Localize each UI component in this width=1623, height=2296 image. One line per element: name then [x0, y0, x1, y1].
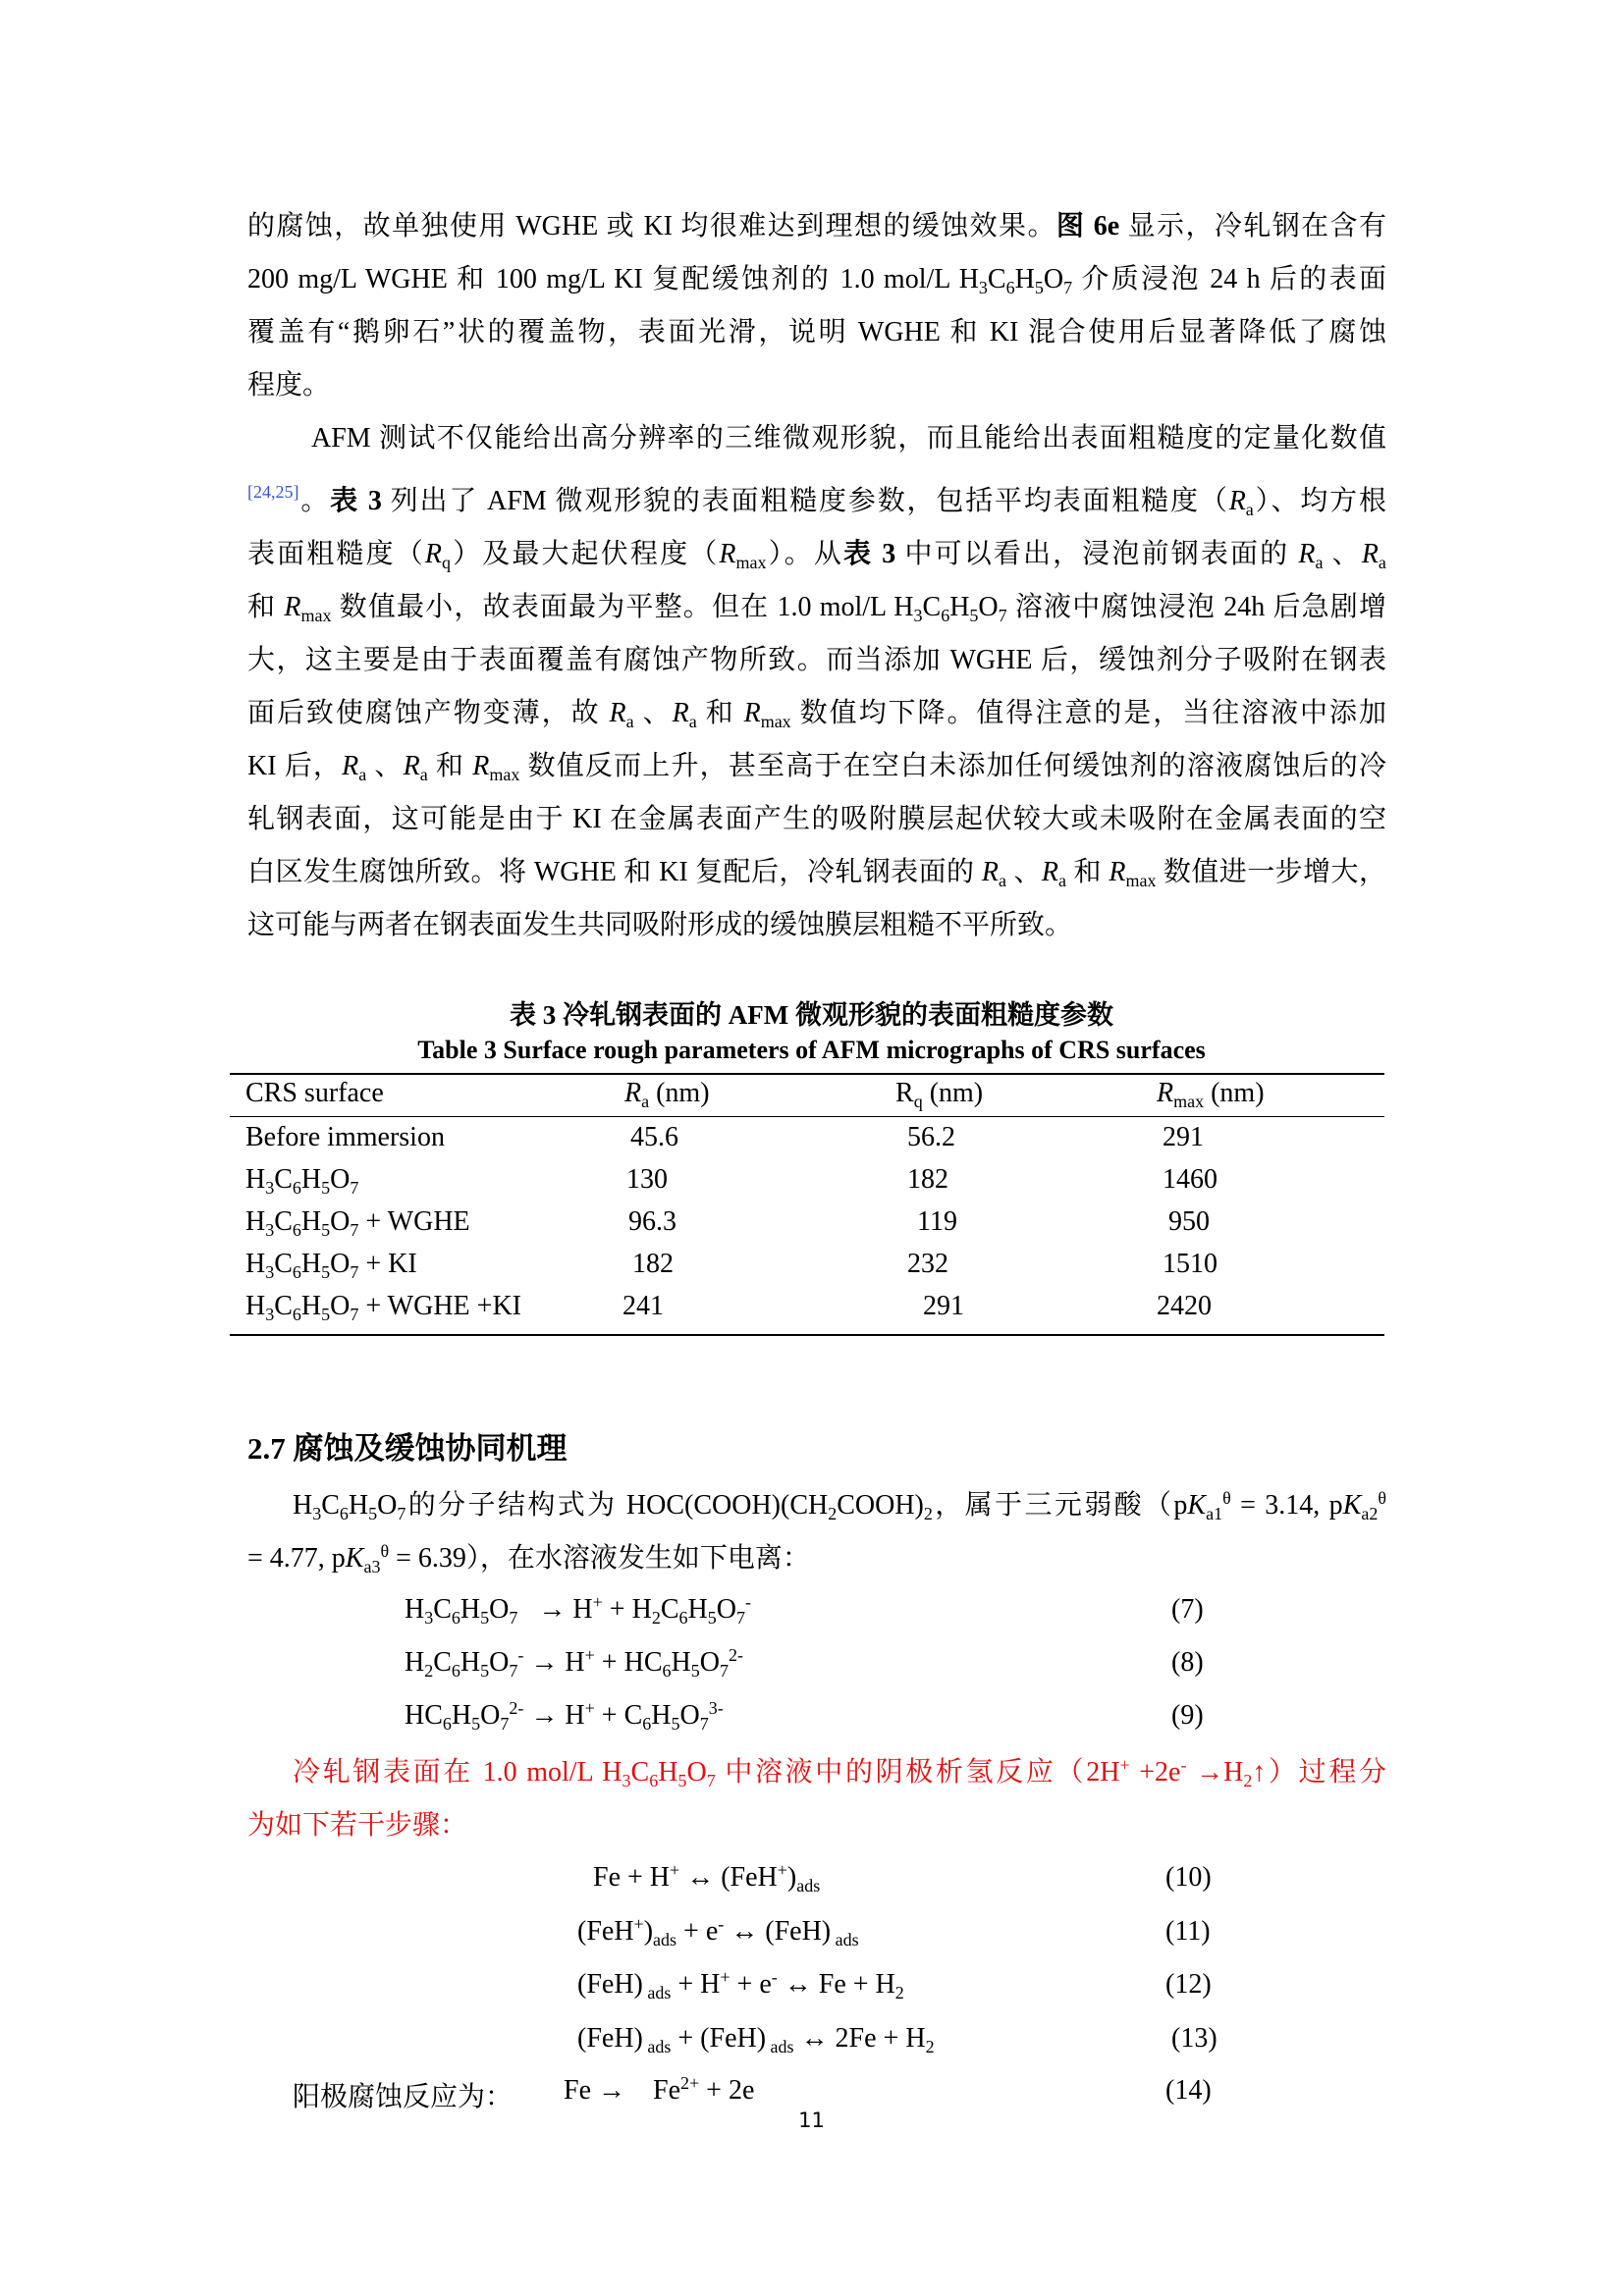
equation-14: Fe → $Fe^{2+} + 2e$	[564, 2073, 755, 2106]
table-cell-rmax: 950	[1168, 1206, 1210, 1237]
paragraph-line: 表面粗糙度$(R_q)$及最大起伏程度$(R_{max})$。从表 3 中可以看出，浸泡前钢表面的 $R_a$ 、$R_a$	[247, 539, 1386, 572]
paragraph-line: 和 $R_{max}$ 数值最小，故表面最为平整。但在 1.0 mol/L $H_3C_6H_5O_7$ 溶液中腐蚀浸泡 24h 后急剧增	[247, 592, 1386, 625]
table-caption-cn: 表 3 冷轧钢表面的 AFM 微观形貌的表面粗糙度参数	[510, 1000, 1113, 1030]
paragraph-line: 程度。	[247, 370, 331, 400]
paragraph-line: 覆盖有“鹅卵石”状的覆盖物，表面光滑，说明 WGHE 和 KI 混合使用后显著降低了腐蚀	[247, 317, 1386, 347]
table-cell-ra: 241	[622, 1291, 664, 1321]
cathodic-paragraph	[247, 1746, 1386, 1852]
table-row-label: $H_3C_6H_5O_7$ + KI	[245, 1249, 417, 1282]
section-heading: 2.7 腐蚀及缓蚀协同机理	[247, 1431, 568, 1466]
equation-8: $H_2C_6H_5O_7^- \to H^+ + HC_6H_5O_7^{2-}$	[405, 1645, 743, 1681]
paragraph-line: 白区发生腐蚀所致。将 WGHE 和 KI 复配后，冷轧钢表面的 $R_a$ 、$R_a$ 和 $R_{max}$ 数值进一步增大，	[247, 857, 1386, 890]
paragraph-line: [24,25]。表 3 列出了 AFM 微观形貌的表面粗糙度参数，包括平均表面粗糙度$(R_a)$、均方根	[247, 482, 1386, 519]
table-caption-en: Table 3 Surface rough parameters of AFM micrographs of CRS surfaces	[417, 1036, 1206, 1064]
paragraph-line: = 4.77, $pK_{a3}^\theta = 6.39$），在水溶液发生如下电离：	[247, 1541, 810, 1576]
table-row-label: Before immersion	[245, 1122, 445, 1152]
equation-number: (10)	[1165, 1862, 1212, 1893]
paragraph-line: 面后致使腐蚀产物变薄，故 $R_a$ 、$R_a$ 和 $R_{max}$ 数值均下降。值得注意的是，当往溶液中添加	[247, 698, 1386, 731]
equation-number: (13)	[1171, 2023, 1217, 2054]
equation-10: Fe + H+ ↔ $(FeH^+)_{ads}$	[593, 1860, 821, 1896]
equation-11: $(FeH^+)_{ads} + e^-$ ↔ (FeH) $_{ads}$	[577, 1914, 859, 1949]
paragraph-line: $H_3C_6H_5O_7$的分子结构式为 $HOC(COOH)(CH_2COOH)_2$，属于三元弱酸（$pK_{a1}^\theta = 3.14$, $pK_{a2}^\theta$	[293, 1488, 1386, 1523]
table-cell-ra: 182	[632, 1249, 674, 1279]
paragraph-line: KI 后，$R_a$ 、$R_a$ 和 $R_{max}$ 数值反而上升，甚至高于在空白未添加任何缓蚀剂的溶液腐蚀后的冷	[247, 751, 1386, 784]
table-cell-ra: 130	[626, 1164, 668, 1195]
header-rq: $R_q$ (nm)	[895, 1078, 984, 1111]
equation-12: (FeH) $_{ads}$ + H+ + e- ↔ $Fe + H_2$	[577, 1967, 904, 2002]
header-crs-surface: CRS surface	[245, 1078, 384, 1108]
paragraph-line: 轧钢表面，这可能是由于 KI 在金属表面产生的吸附膜层起伏较大或未吸附在金属表面的空	[247, 804, 1386, 834]
header-ra: $R_a$ (nm)	[624, 1078, 710, 1111]
section-paragraph	[247, 1479, 1386, 1585]
table-row-label: $H_3C_6H_5O_7$ + WGHE +KI	[245, 1291, 521, 1324]
equation-number: (12)	[1165, 1969, 1212, 2000]
table-row-label: $H_3C_6H_5O_7$ + WGHE	[245, 1206, 470, 1240]
paragraph-line: AFM 测试不仅能给出高分辨率的三维微观形貌，而且能给出表面粗糙度的定量化数值	[311, 423, 1386, 454]
paragraph-line: 冷轧钢表面在 1.0 mol/L $H_3C_6H_5O_7$ 中溶液中的阴极析氢反应$(2H^+ +2e^- \to H_2↑)$过程分	[293, 1755, 1386, 1790]
page-number: 11	[798, 2109, 825, 2132]
paragraph-line: 大，这主要是由于表面覆盖有腐蚀产物所致。而当添加 WGHE 后，缓蚀剂分子吸附在钢表	[247, 645, 1386, 675]
equation-number: (9)	[1171, 1700, 1204, 1731]
table-header-rule	[230, 1116, 1384, 1117]
table-cell-rmax: 1510	[1163, 1249, 1217, 1279]
paragraph-line: 200 mg/L WGHE 和 100 mg/L KI 复配缓蚀剂的 1.0 mol/L $H_3C_6H_5O_7$ 介质浸泡 24 h 后的表面	[247, 264, 1386, 297]
paragraph-2	[247, 412, 1386, 952]
equation-7: $H_3C_6H_5O_7 \to H^+ + H_2C_6H_5O_7^-$	[405, 1592, 751, 1628]
table-cell-ra: 45.6	[630, 1122, 678, 1152]
equation-number: (7)	[1171, 1594, 1204, 1625]
table-cell-ra: 96.3	[628, 1206, 676, 1237]
anodic-label: 阳极腐蚀反应为：	[293, 2082, 514, 2112]
table-cell-rmax: 291	[1163, 1122, 1204, 1152]
table-cell-rq: 232	[907, 1249, 948, 1279]
header-rmax: $R_{max}$ (nm)	[1157, 1078, 1265, 1111]
equation-13: (FeH) $_{ads}$ + (FeH) $_{ads}$ ↔ $2Fe + H_2$	[577, 2023, 935, 2056]
table-bottom-rule	[230, 1334, 1384, 1336]
equation-9: $HC_6H_5O_7^{2-} \to H^+ + C_6H_5O_7^{3-}$	[405, 1698, 724, 1734]
equation-number: (11)	[1165, 1916, 1211, 1947]
paragraph-line: 的腐蚀，故单独使用 WGHE 或 KI 均很难达到理想的缓蚀效果。图 6e 显示，冷轧钢在含有	[247, 211, 1386, 241]
table-cell-rq: 182	[907, 1164, 948, 1195]
table-cell-rmax: 2420	[1157, 1291, 1212, 1321]
paragraph-1	[247, 200, 1386, 412]
table-top-rule	[230, 1073, 1384, 1075]
equation-number: (14)	[1165, 2075, 1212, 2106]
table-cell-rq: 291	[923, 1291, 964, 1321]
table-cell-rmax: 1460	[1163, 1164, 1217, 1195]
paragraph-line: 这可能与两者在钢表面发生共同吸附形成的缓蚀膜层粗糙不平所致。	[247, 910, 1073, 940]
table-cell-rq: 56.2	[907, 1122, 955, 1152]
paragraph-line: 为如下若干步骤：	[247, 1810, 468, 1841]
table-cell-rq: 119	[917, 1206, 957, 1237]
equation-number: (8)	[1171, 1647, 1204, 1678]
table-row-label: $H_3C_6H_5O_7$	[245, 1164, 359, 1198]
citation-link[interactable]: [24,25]	[247, 482, 299, 502]
